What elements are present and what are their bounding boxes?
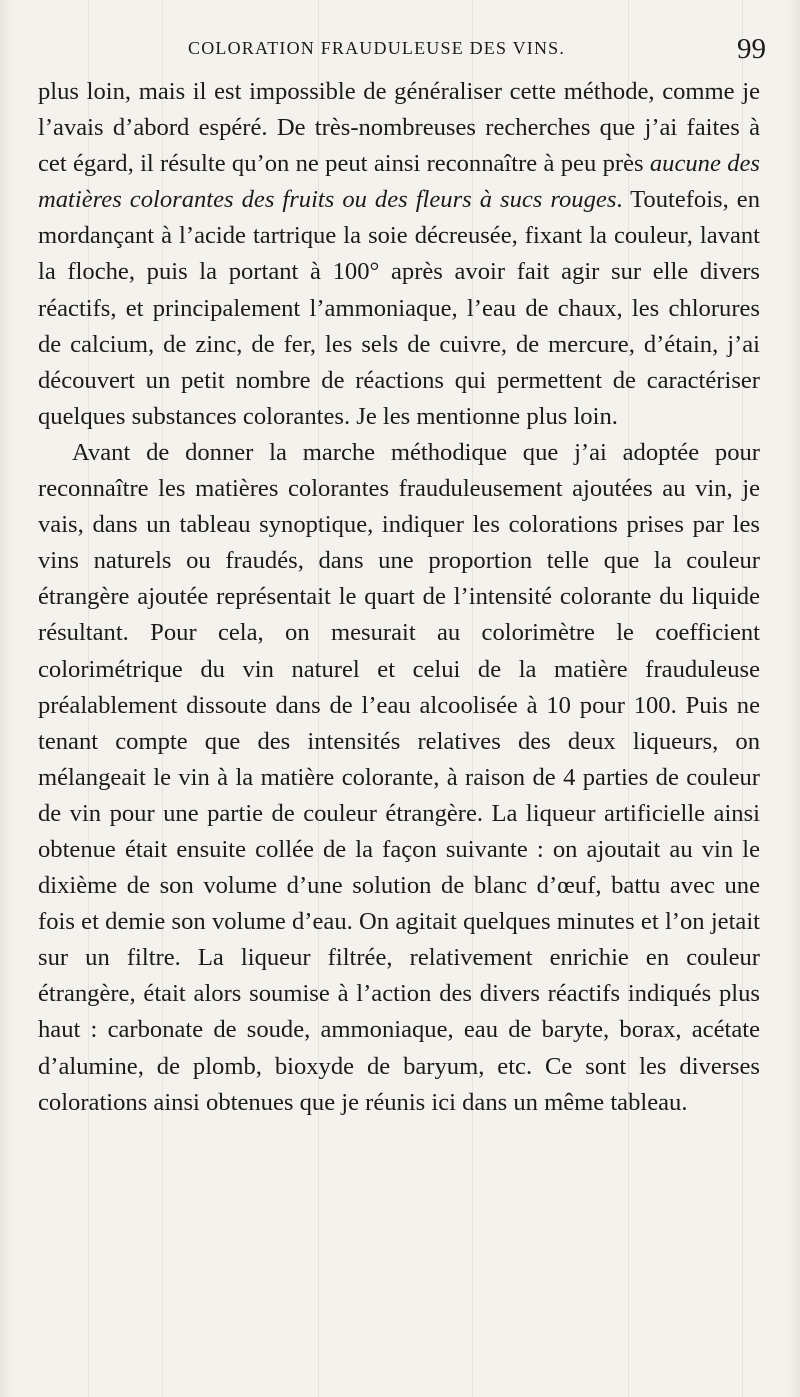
paragraph: Avant de donner la marche méthodique que j’ai adoptée pour reconnaître les matières colorantes frauduleusement ajoutées au vin, je vais, dans un tableau synoptique, indiquer les colorations prises par les vins naturels ou fraudés, dans une proportion telle que la couleur étrangère ajoutée représentait le quart de l’intensité colorante du liquide résultant. Pour cela, on mesurait au colorimètre le coefficient colorimétrique du vin naturel et celui de la matière frauduleuse préalablement dissoute dans de l’eau alcoolisée à 10 pour 100. Puis ne tenant compte que des intensités relatives des deux liqueurs, on mélangeait le vin à la matière colorante, à raison de 4 parties de couleur de vin pour une partie de couleur étrangère. La liqueur artificielle ainsi obtenue était ensuite collée de la façon suivante : on ajoutait au vin le dixième de son volume d’une solution de blanc d’œuf, battu avec une fois et demie son volume d’eau. On agitait quelques minutes et l’on jetait sur un filtre. La liqueur filtrée, relativement enrichie en couleur étrangère, était alors soumise à l’action des divers réactifs indiqués plus haut : carbonate de soude, ammoniaque, eau de baryte, borax, acétate d’alumine, de plomb, bioxyde de baryum, etc. Ce sont les diverses colorations ainsi obtenues que je réunis ici dans un même tableau.: [38, 438, 760, 1116]
running-title: COLORATION FRAUDULEUSE DES VINS.: [188, 38, 566, 58]
paragraph-text: plus loin, mais il est impossible de généraliser cette méthode, comme je l’avais d’abord espéré. De très-nombreuses recherches que j’ai faites à cet égard, il résulte qu’on ne peut ainsi reconnaître à peu près: [38, 78, 760, 178]
body-text: [38, 74, 760, 1121]
page-number: 99: [737, 33, 766, 65]
paragraph-text: . Toutefois, en mordançant à l’acide tartrique la soie décreusée, fixant la couleur, lavant la floche, puis la portant à 100° après avoir fait agir sur elle divers réactifs, et principalement l’ammoniaque, l’eau de chaux, les chlorures de calcium, de zinc, de fer, les sels de cuivre, de mercure, d’étain, j’ai découvert un petit nombre de réactions qui permettent de caractériser quelques substances colorantes. Je les mentionne plus loin.: [38, 186, 760, 430]
page-header: [40, 30, 770, 70]
paragraph: [38, 74, 760, 435]
italic-phrase: aucune des matières colorantes des fruits ou des fleurs à sucs rouges: [38, 150, 760, 214]
